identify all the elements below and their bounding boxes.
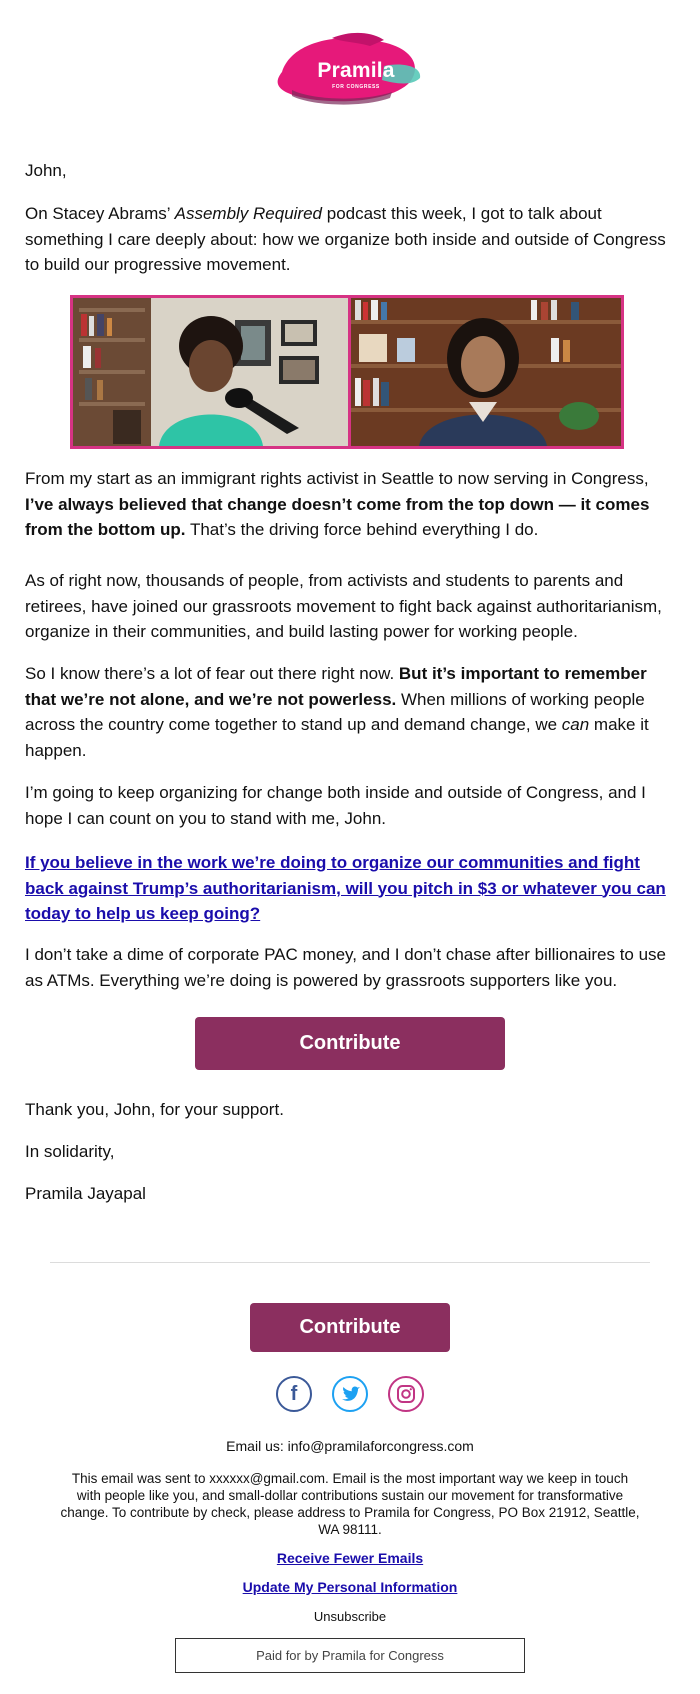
email-disclaimer: This email was sent to xxxxxx@gmail.com. Email is the most important way we keep in touch with people like you, and small-dollar contributions sustain our movement for transformative change. To contribute by check, please address to Pramila for Congress, PO Box 21912, Seattle, WA 98111. [60, 1471, 640, 1537]
update-info-row [60, 1579, 640, 1596]
paragraph-bottom-up: From my start as an immigrant rights activist in Seattle to now serving in Congress, I’ve always believed that change doesn’t come from the top down — it comes from the bottom up. That’s the driving force behind everything I do. [25, 469, 650, 539]
logo-name: Pramila [317, 59, 395, 82]
receive-fewer-emails-link[interactable]: Receive Fewer Emails [276, 1550, 424, 1566]
photo-pane-left [73, 298, 348, 446]
donation-appeal [25, 850, 677, 927]
donation-link[interactable]: If you believe in the work we’re doing to organize our communities and fight back against Trump’s authoritarianism, will you pitch in $3 or whatever you can today to help us keep going? [25, 853, 666, 923]
thanks-line: Thank you, John, for your support. [25, 1100, 284, 1119]
paid-for-disclaimer: Paid for by Pramila for Congress [175, 1638, 525, 1673]
photo-pane-right [351, 298, 621, 446]
paragraph-grassroots: As of right now, thousands of people, from activists and students to parents and retirees, have joined our grassroots movement to fight back against authoritarianism, organize in their communities, and build lasting power for working people. [25, 571, 662, 641]
footer-divider [50, 1262, 650, 1263]
twitter-icon[interactable] [332, 1376, 368, 1412]
facebook-icon[interactable]: f [276, 1376, 312, 1412]
pramila-logo[interactable] [272, 30, 424, 106]
signature: Pramila Jayapal [25, 1184, 146, 1203]
paragraph-intro: On Stacey Abrams’ Assembly Required podcast this week, I got to talk about something I care deeply about: how we organize both inside and outside of Congress to build our progressive movement. [25, 204, 666, 274]
paragraph-no-pac-money: I don’t take a dime of corporate PAC money, and I don’t chase after billionaires to use as ATMs. Everything we’re doing is powered by grassroots supporters like you. [25, 945, 667, 990]
paragraph-count-on-you: I’m going to keep organizing for change both inside and outside of Congress, and I hope I can count on you to stand with me, John. [25, 783, 646, 828]
instagram-icon[interactable] [388, 1376, 424, 1412]
paragraph-not-powerless: So I know there’s a lot of fear out there right now. But it’s important to remember that we’re not alone, and we’re not powerless. When millions of working people across the country come together to stand up and demand change, we can make it happen. [25, 664, 649, 760]
contribute-button[interactable]: Contribute [195, 1017, 505, 1070]
unsubscribe-link[interactable]: Unsubscribe [313, 1609, 387, 1624]
logo-subtitle: FOR CONGRESS [332, 84, 380, 90]
receive-fewer-emails-row [60, 1550, 640, 1567]
update-personal-info-link[interactable]: Update My Personal Information [242, 1579, 458, 1595]
podcast-photo [70, 295, 624, 449]
closing-line: In solidarity, [25, 1142, 115, 1161]
greeting: John, [25, 161, 67, 180]
footer-contribute-button[interactable]: Contribute [250, 1303, 450, 1352]
email-us-line: Email us: info@pramilaforcongress.com [226, 1438, 474, 1454]
